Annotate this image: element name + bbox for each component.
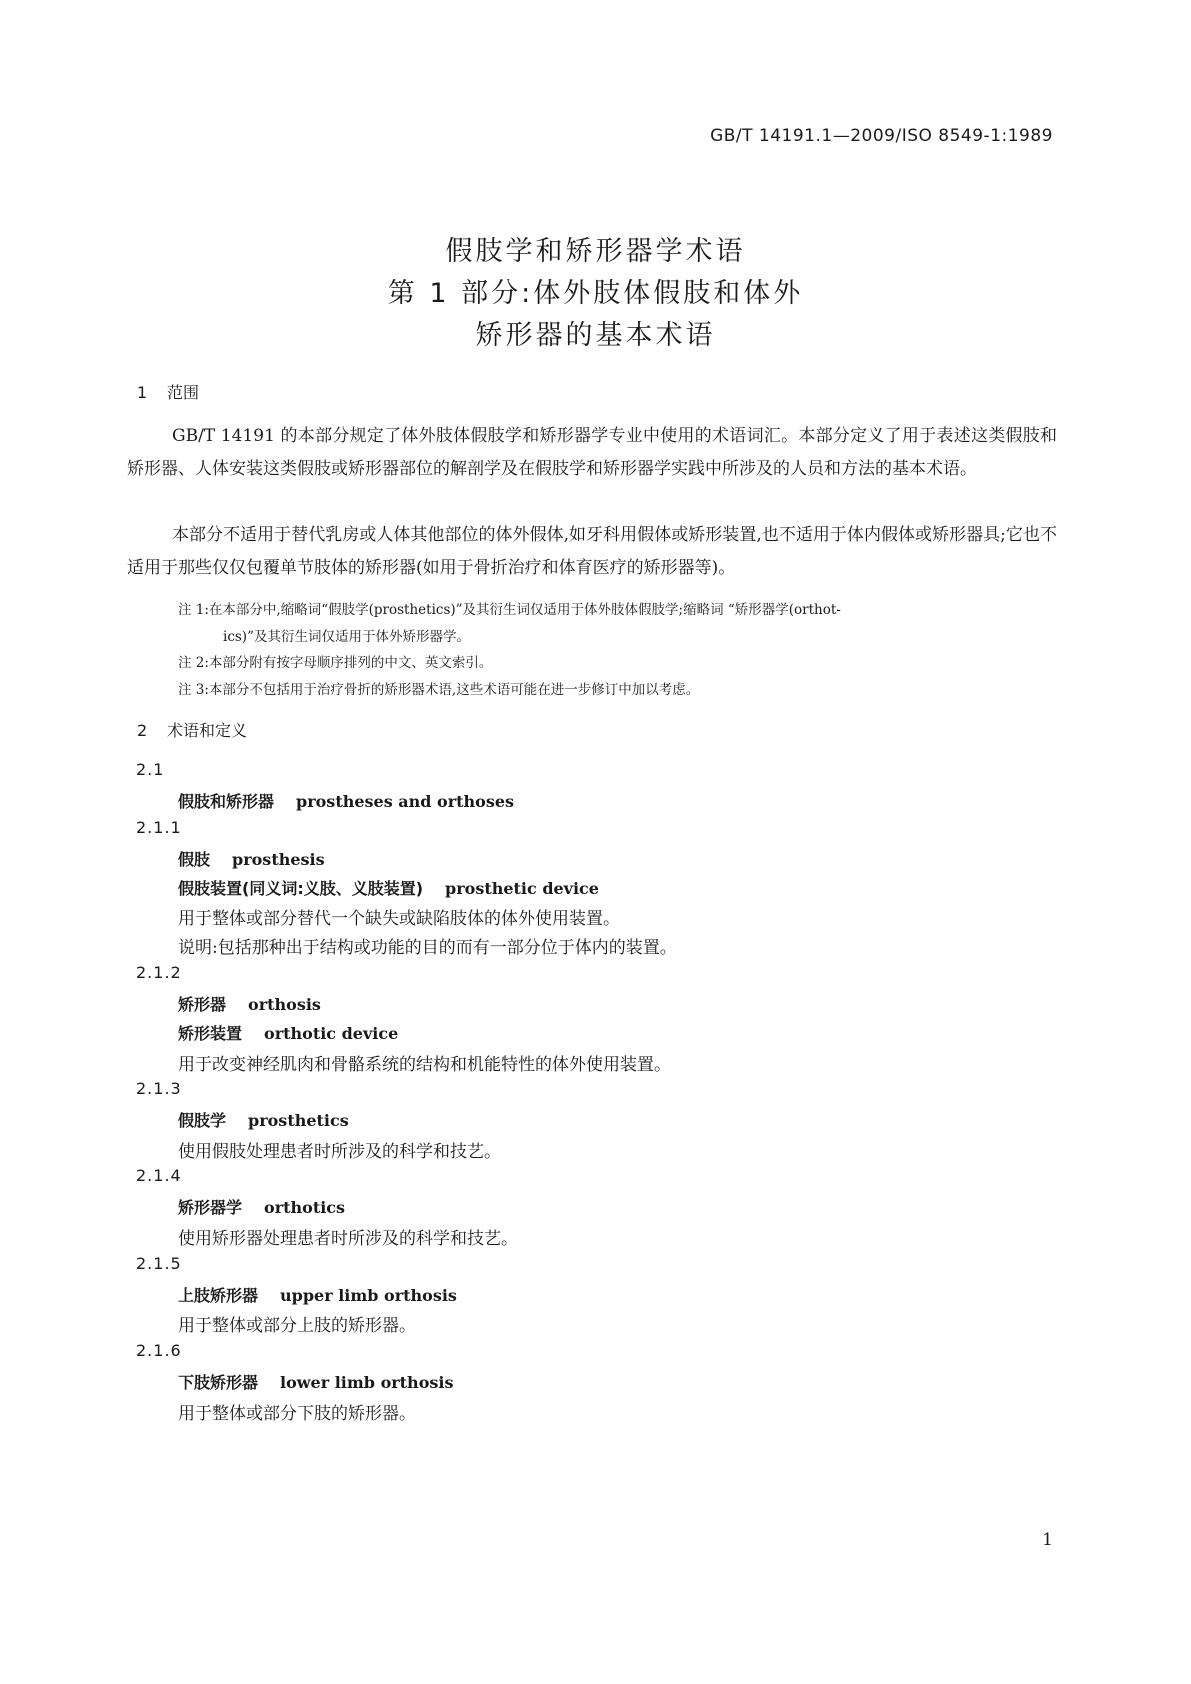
note-2: 注 2:本部分附有按字母顺序排列的中文、英文索引。 [178,655,493,671]
term-entry-synonym [178,1021,398,1044]
term-zh: 假肢装置(同义词:义肢、义肢装置) [178,879,424,898]
clause-number: 2.1.4 [136,1166,182,1185]
term-entry [178,1370,453,1393]
note-1-line-1: 注 1:在本部分中,缩略词“假肢学(prosthetics)”及其衍生词仅适用于体外肢体假肢学;缩略词 “矫形器学(orthot- [178,602,841,618]
term-definition: 使用假肢处理患者时所涉及的科学和技艺。 [178,1142,501,1162]
term-entry [178,992,321,1015]
document-title-line-3: 矫形器的基本术语 [475,320,716,351]
term-zh: 矫形器学 [178,1198,243,1217]
clause-number: 2.1 [136,760,165,779]
term-zh: 上肢矫形器 [178,1286,259,1305]
document-title-line-2: 第 1 部分:体外肢体假肢和体外 [387,278,804,309]
note-1-line-2: ics)”及其衍生词仅适用于体外矫形器学。 [223,629,470,645]
standard-code: GB/T 14191.1—2009/ISO 8549-1:1989 [710,126,1053,146]
term-en: lower limb orthosis [280,1373,454,1392]
term-en: orthotics [264,1198,346,1217]
term-en: orthotic device [264,1024,399,1043]
term-zh: 假肢 [178,850,211,869]
clause-number: 2.1.5 [136,1254,182,1273]
term-zh: 假肢学 [178,1111,227,1130]
term-en: prosthetic device [445,879,599,898]
scope-paragraph-1: GB/T 14191 的本部分规定了体外肢体假肢学和矫形器学专业中使用的术语词汇。本部分定义了用于表述这类假肢和矫形器、人体安装这类假肢或矫形器部位的解剖学及在假肢学和矫形器学实践中所涉及的人员和方法的基本术语。 [127,426,1057,479]
note-3: 注 3:本部分不包括用于治疗骨折的矫形器术语,这些术语可能在进一步修订中加以考虑。 [178,682,700,698]
term-definition: 使用矫形器处理患者时所涉及的科学和技艺。 [178,1229,518,1249]
term-entry [178,1195,345,1218]
term-entry [178,847,325,870]
term-definition: 用于整体或部分上肢的矫形器。 [178,1316,416,1336]
section-title: 术语和定义 [167,721,248,740]
term-entry [178,1108,349,1131]
note-1 [178,597,1058,651]
section-number: 1 [137,383,148,402]
term-en: prostheses and orthoses [296,792,515,811]
clause-number: 2.1.2 [136,963,182,982]
section-title: 范围 [167,383,200,402]
term-definition: 用于改变神经肌肉和骨骼系统的结构和机能特性的体外使用装置。 [178,1055,671,1075]
clause-number: 2.1.6 [136,1341,182,1360]
section-1-heading [137,380,199,403]
term-zh: 假肢和矫形器 [178,792,275,811]
term-en: orthosis [248,995,321,1014]
term-entry [178,789,514,812]
document-title-line-1: 假肢学和矫形器学术语 [445,236,746,267]
clause-number: 2.1.3 [136,1079,182,1098]
section-2-heading [137,718,247,741]
page-number: 1 [1042,1530,1053,1550]
term-entry-synonym [178,876,599,899]
term-definition: 用于整体或部分下肢的矫形器。 [178,1404,416,1424]
term-entry [178,1283,457,1306]
section-number: 2 [137,721,148,740]
term-zh: 矫形器 [178,995,227,1014]
term-definition: 用于整体或部分替代一个缺失或缺陷肢体的体外使用装置。 [178,909,620,929]
term-zh: 矫形装置 [178,1024,243,1043]
scope-paragraph-2: 本部分不适用于替代乳房或人体其他部位的体外假体,如牙科用假体或矫形装置,也不适用于体内假体或矫形器具;它也不适用于那些仅仅包覆单节肢体的矫形器(如用于骨折治疗和体育医疗的矫形器等)。 [127,525,1057,578]
term-en: prosthetics [248,1111,349,1130]
term-zh: 下肢矫形器 [178,1373,259,1392]
term-en: prosthesis [232,850,325,869]
term-note: 说明:包括那种出于结构或功能的目的而有一部分位于体内的装置。 [178,938,677,958]
clause-number: 2.1.1 [136,818,182,837]
term-en: upper limb orthosis [280,1286,457,1305]
